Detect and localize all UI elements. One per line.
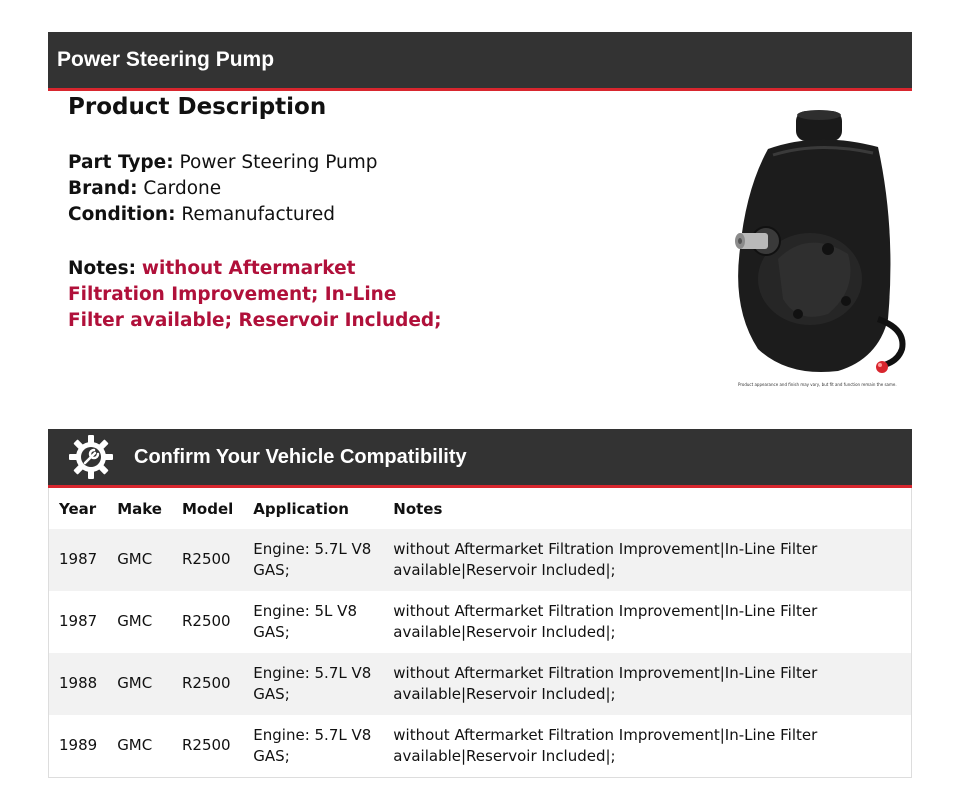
image-disclaimer: Product appearance and finish may vary, but fit and function remain the same. xyxy=(738,382,897,387)
table-header-row xyxy=(49,488,911,529)
cell-application: Engine: 5L V8 GAS; xyxy=(243,591,383,653)
gear-wrench-icon xyxy=(68,434,114,480)
col-year: Year xyxy=(49,488,107,529)
spec-brand: Brand: Cardone xyxy=(68,178,222,199)
cell-application: Engine: 5.7L V8 GAS; xyxy=(243,653,383,715)
cell-model: R2500 xyxy=(172,529,243,591)
table-row xyxy=(49,653,911,715)
cell-make: GMC xyxy=(107,653,172,715)
cell-notes: without Aftermarket Filtration Improvement|In-Line Filter available|Reservoir Included|; xyxy=(383,529,911,591)
cell-year: 1988 xyxy=(49,653,107,715)
spec-list xyxy=(68,150,378,228)
spec-condition: Condition: Remanufactured xyxy=(68,204,335,225)
table-row xyxy=(49,529,911,591)
cell-model: R2500 xyxy=(172,591,243,653)
col-model: Model xyxy=(172,488,243,529)
spec-part-type: Part Type: Power Steering Pump xyxy=(68,152,378,173)
col-notes: Notes xyxy=(383,488,911,529)
cell-year: 1987 xyxy=(49,529,107,591)
compatibility-table-container xyxy=(48,488,912,778)
power-steering-pump-image xyxy=(728,109,908,389)
cell-year: 1987 xyxy=(49,591,107,653)
notes-value: without Aftermarket Filtration Improvement; In-Line Filter available; Reservoir Included; xyxy=(68,258,442,331)
cell-model: R2500 xyxy=(172,715,243,777)
compatibility-header-bar xyxy=(48,429,912,488)
cell-notes: without Aftermarket Filtration Improvement|In-Line Filter available|Reservoir Included|; xyxy=(383,591,911,653)
notes-label: Notes: xyxy=(68,258,136,279)
cell-make: GMC xyxy=(107,529,172,591)
product-description-section xyxy=(48,91,912,391)
cell-notes: without Aftermarket Filtration Improvement|In-Line Filter available|Reservoir Included|; xyxy=(383,715,911,777)
col-application: Application xyxy=(243,488,383,529)
product-header-bar xyxy=(48,32,912,91)
cell-make: GMC xyxy=(107,591,172,653)
cell-model: R2500 xyxy=(172,653,243,715)
compatibility-title: Confirm Your Vehicle Compatibility xyxy=(134,445,467,468)
table-row xyxy=(49,715,911,777)
product-notes xyxy=(68,256,448,334)
description-heading: Product Description xyxy=(68,94,327,120)
table-row xyxy=(49,591,911,653)
cell-year: 1989 xyxy=(49,715,107,777)
cell-application: Engine: 5.7L V8 GAS; xyxy=(243,715,383,777)
cell-notes: without Aftermarket Filtration Improvement|In-Line Filter available|Reservoir Included|; xyxy=(383,653,911,715)
col-make: Make xyxy=(107,488,172,529)
cell-make: GMC xyxy=(107,715,172,777)
compatibility-table xyxy=(49,488,911,777)
product-title: Power Steering Pump xyxy=(57,48,275,71)
cell-application: Engine: 5.7L V8 GAS; xyxy=(243,529,383,591)
